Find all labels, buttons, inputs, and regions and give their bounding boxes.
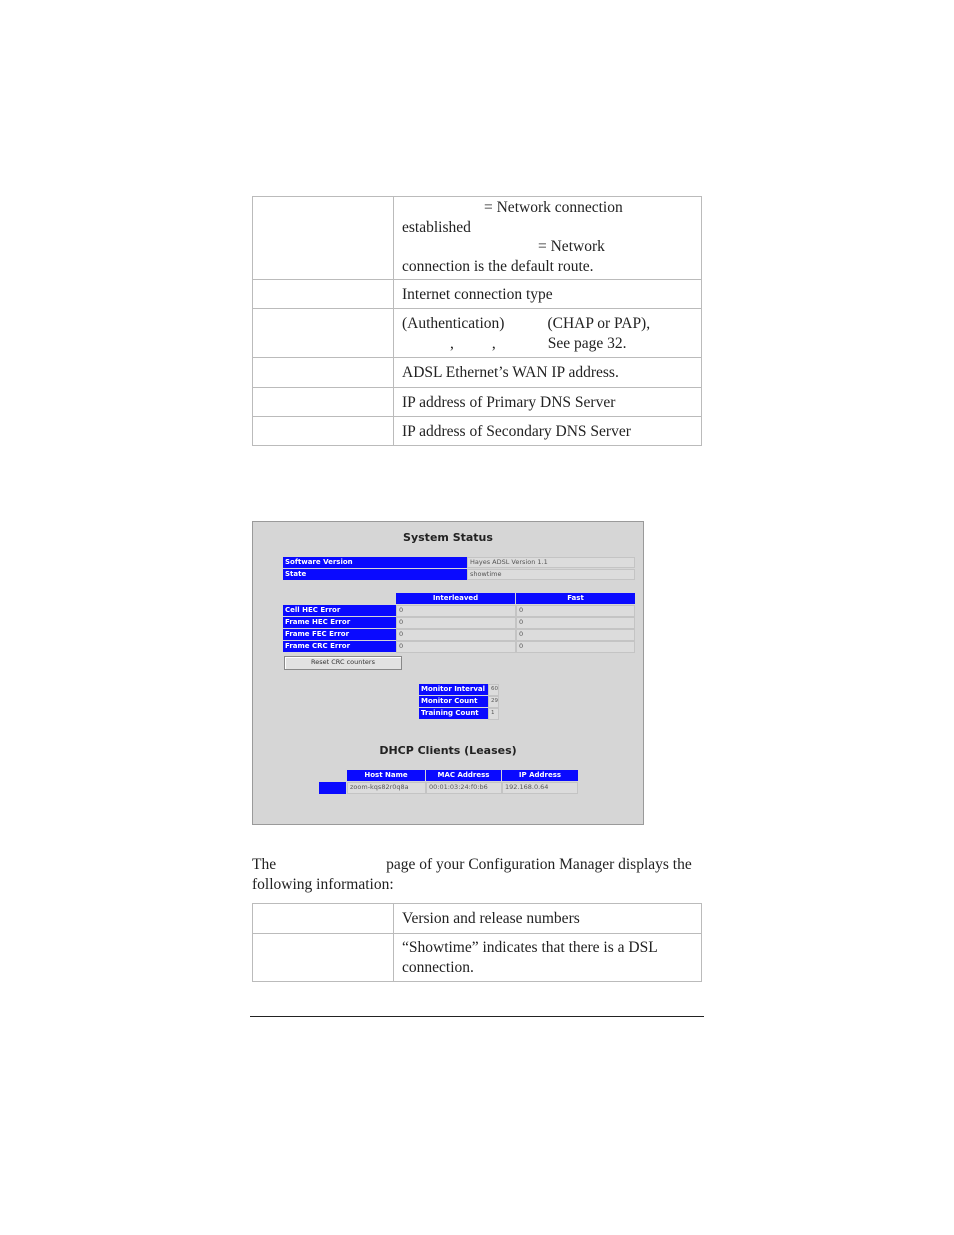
paragraph-text: page of your Configuration Manager displays the following information:	[252, 856, 692, 893]
dhcp-clients-title: DHCP Clients (Leases)	[379, 744, 517, 757]
footer-rule	[250, 1016, 704, 1017]
row-text: Internet connection type	[394, 280, 702, 309]
monitor-count-value: 29	[488, 696, 499, 708]
frame-crc-interleaved: 0	[396, 641, 516, 653]
frame-hec-fast: 0	[516, 617, 635, 629]
row-text: “Showtime” indicates that there is a DSL	[402, 939, 658, 956]
table-row	[253, 388, 702, 417]
table-row	[253, 358, 702, 388]
paragraph-text: The	[252, 856, 277, 873]
frame-crc-label: Frame CRC Error	[283, 641, 396, 652]
system-info-table	[252, 903, 702, 982]
table-row	[253, 934, 702, 982]
ip-address-header: IP Address	[502, 770, 578, 781]
monitor-interval-value: 60	[488, 684, 499, 696]
state-value: showtime	[467, 569, 635, 580]
dhcp-host-value: zoom-kqs82r0q8a	[347, 782, 426, 794]
software-version-label: Software Version	[283, 557, 467, 568]
row-text: See page 32.	[547, 334, 627, 352]
interleaved-header: Interleaved	[396, 593, 515, 604]
cell-hec-interleaved: 0	[396, 605, 516, 617]
row-text: connection is the default route.	[402, 257, 594, 275]
frame-hec-label: Frame HEC Error	[283, 617, 396, 628]
row-text: Version and release numbers	[394, 904, 702, 934]
training-count-value: 1	[488, 708, 499, 720]
frame-hec-interleaved: 0	[396, 617, 516, 629]
cell-hec-fast: 0	[516, 605, 635, 617]
row-text: connection.	[402, 958, 474, 976]
monitor-interval-label: Monitor Interval	[419, 684, 488, 695]
frame-fec-label: Frame FEC Error	[283, 629, 396, 640]
table-row	[253, 904, 702, 934]
dhcp-ip-value: 192.168.0.64	[502, 782, 578, 794]
row-text: IP address of Primary DNS Server	[394, 388, 702, 417]
training-count-label: Training Count	[419, 708, 488, 719]
frame-fec-fast: 0	[516, 629, 635, 641]
cell-hec-label: Cell HEC Error	[283, 605, 396, 616]
row-text: ,	[491, 334, 496, 352]
host-name-header: Host Name	[347, 770, 425, 781]
dhcp-row-selector	[319, 782, 346, 794]
dhcp-mac-value: 00:01:03:24:f0:b6	[426, 782, 502, 794]
table-row	[253, 309, 702, 358]
intro-paragraph	[252, 855, 702, 894]
connection-info-table	[252, 196, 702, 446]
fast-header: Fast	[516, 593, 635, 604]
monitor-count-label: Monitor Count	[419, 696, 488, 707]
row-text: (CHAP or PAP),	[547, 315, 651, 332]
table-row	[253, 197, 702, 280]
row-text: ,	[450, 334, 454, 352]
frame-crc-fast: 0	[516, 641, 635, 653]
state-label: State	[283, 569, 467, 580]
reset-crc-counters-button[interactable]: Reset CRC counters	[284, 656, 402, 670]
row-text: IP address of Secondary DNS Server	[394, 417, 702, 446]
row-text: established	[402, 218, 471, 236]
system-status-title: System Status	[403, 531, 493, 544]
frame-fec-interleaved: 0	[396, 629, 516, 641]
table-row	[253, 417, 702, 446]
row-text: = Network connection	[484, 199, 623, 216]
row-text: = Network	[538, 238, 605, 255]
mac-address-header: MAC Address	[426, 770, 501, 781]
row-text: ADSL Ethernet’s WAN IP address.	[394, 358, 702, 388]
software-version-value: Hayes ADSL Version 1.1	[467, 557, 635, 568]
row-text: (Authentication)	[402, 315, 505, 332]
table-row	[253, 280, 702, 309]
system-status-screenshot	[252, 521, 644, 825]
